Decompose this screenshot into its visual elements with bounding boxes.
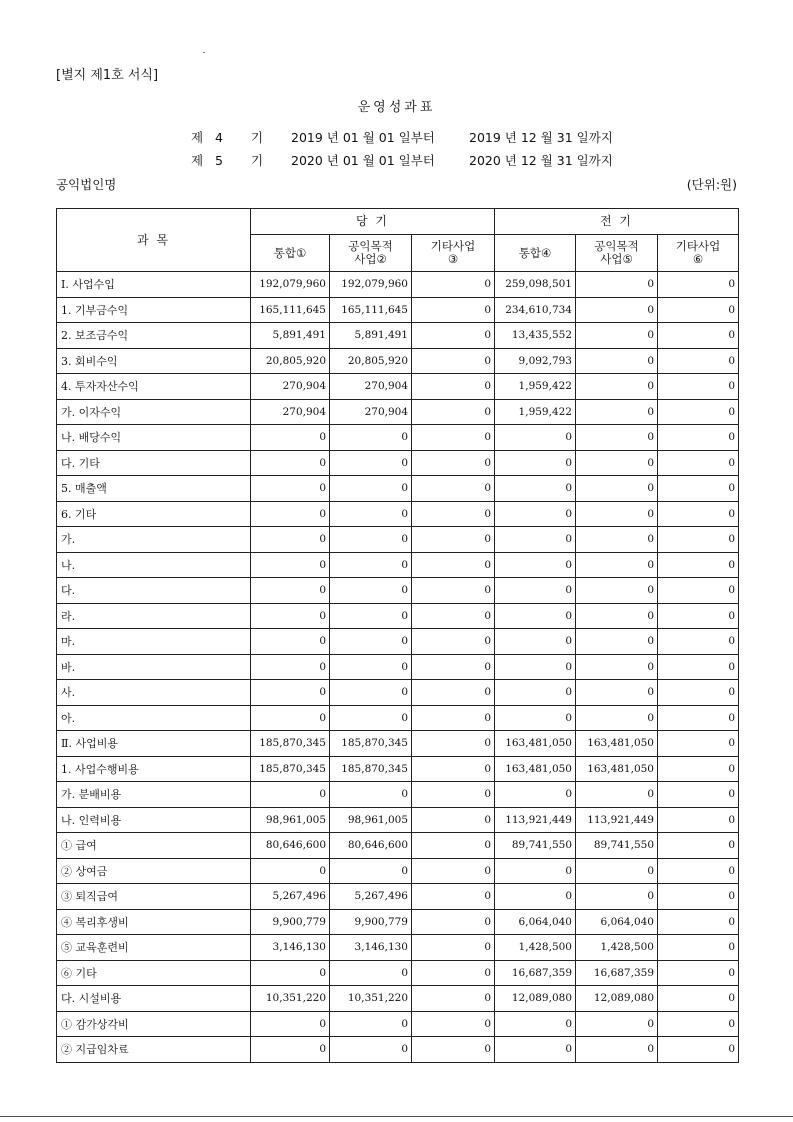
amount-cell: 0 [330, 527, 412, 553]
amount-cell: 0 [330, 858, 412, 884]
amount-cell: 0 [658, 476, 739, 502]
amount-cell: 0 [412, 833, 495, 859]
amount-cell: 0 [576, 450, 658, 476]
amount-cell: 0 [495, 425, 576, 451]
amount-cell: 1,959,422 [495, 399, 576, 425]
amount-cell: 0 [576, 399, 658, 425]
amount-cell: 185,870,345 [330, 731, 412, 757]
table-row [57, 833, 739, 859]
amount-cell: 0 [330, 1037, 412, 1063]
column-header: 공익목적 사업⑤ [576, 235, 658, 272]
amount-cell: 0 [658, 833, 739, 859]
amount-cell: 0 [658, 909, 739, 935]
row-label: 1. 기부금수익 [57, 297, 251, 323]
amount-cell: 0 [495, 782, 576, 808]
table-body [57, 272, 739, 1063]
row-label: ⑥ 기타 [57, 960, 251, 986]
amount-cell: 0 [412, 884, 495, 910]
amount-cell: 10,351,220 [251, 986, 330, 1012]
amount-cell: 0 [658, 680, 739, 706]
period-je: 제 [191, 130, 204, 145]
amount-cell: 0 [251, 629, 330, 655]
row-label: ④ 복리후생비 [57, 909, 251, 935]
amount-cell: 0 [658, 986, 739, 1012]
table-row [57, 603, 739, 629]
amount-cell: 0 [658, 935, 739, 961]
column-header: 기타사업 ⑥ [658, 235, 739, 272]
amount-cell: 0 [330, 705, 412, 731]
column-header: 공익목적 사업② [330, 235, 412, 272]
amount-cell: 0 [576, 603, 658, 629]
column-header: 통합① [251, 235, 330, 272]
table-row [57, 527, 739, 553]
amount-cell: 0 [658, 603, 739, 629]
row-label: ③ 퇴직급여 [57, 884, 251, 910]
subject-header: 과 목 [57, 209, 251, 272]
amount-cell: 0 [576, 1037, 658, 1063]
amount-cell: 0 [251, 1037, 330, 1063]
amount-cell: 0 [330, 782, 412, 808]
amount-cell: 0 [658, 399, 739, 425]
amount-cell: 0 [576, 629, 658, 655]
table-row [57, 272, 739, 298]
amount-cell: 0 [495, 450, 576, 476]
row-label: 사. [57, 680, 251, 706]
row-label: 나. [57, 552, 251, 578]
amount-cell: 0 [495, 629, 576, 655]
row-label: ② 지급임차료 [57, 1037, 251, 1063]
row-label: 마. [57, 629, 251, 655]
amount-cell: 0 [330, 603, 412, 629]
table-row [57, 1037, 739, 1063]
table-row [57, 807, 739, 833]
amount-cell: 0 [412, 527, 495, 553]
amount-cell: 0 [330, 552, 412, 578]
amount-cell: 0 [412, 782, 495, 808]
table-row [57, 884, 739, 910]
row-label: 라. [57, 603, 251, 629]
amount-cell: 0 [251, 450, 330, 476]
amount-cell: 0 [330, 629, 412, 655]
amount-cell: 0 [251, 960, 330, 986]
amount-cell: 5,891,491 [330, 323, 412, 349]
amount-cell: 0 [658, 1037, 739, 1063]
period-gi: 기 [251, 153, 264, 168]
amount-cell: 0 [251, 578, 330, 604]
table-row [57, 552, 739, 578]
table-row [57, 909, 739, 935]
amount-cell: 98,961,005 [330, 807, 412, 833]
amount-cell: 0 [658, 705, 739, 731]
amount-cell: 113,921,449 [576, 807, 658, 833]
amount-cell: 1,428,500 [576, 935, 658, 961]
row-label: 가. 이자수익 [57, 399, 251, 425]
amount-cell: 0 [658, 884, 739, 910]
table-row [57, 399, 739, 425]
table-row [57, 374, 739, 400]
amount-cell: 0 [576, 425, 658, 451]
amount-cell: 0 [576, 348, 658, 374]
amount-cell: 113,921,449 [495, 807, 576, 833]
amount-cell: 0 [576, 578, 658, 604]
period-line-1 [191, 128, 613, 146]
corp-name-label: 공익법인명 [56, 177, 117, 192]
row-label: 가. [57, 527, 251, 553]
period-line-2 [191, 151, 613, 169]
table-row [57, 501, 739, 527]
amount-cell: 20,805,920 [330, 348, 412, 374]
table-row [57, 578, 739, 604]
amount-cell: 89,741,550 [495, 833, 576, 859]
table-row [57, 782, 739, 808]
amount-cell: 0 [495, 884, 576, 910]
table-row [57, 731, 739, 757]
amount-cell: 0 [495, 527, 576, 553]
amount-cell: 163,481,050 [495, 756, 576, 782]
table-row [57, 960, 739, 986]
amount-cell: 16,687,359 [495, 960, 576, 986]
amount-cell: 185,870,345 [251, 731, 330, 757]
amount-cell: 0 [495, 552, 576, 578]
row-label: 나. 배당수익 [57, 425, 251, 451]
amount-cell: 0 [330, 450, 412, 476]
amount-cell: 0 [412, 731, 495, 757]
amount-cell: 0 [495, 858, 576, 884]
amount-cell: 0 [495, 654, 576, 680]
amount-cell: 0 [658, 348, 739, 374]
amount-cell: 13,435,552 [495, 323, 576, 349]
table-row [57, 297, 739, 323]
amount-cell: 0 [658, 756, 739, 782]
amount-cell: 0 [412, 501, 495, 527]
amount-cell: 192,079,960 [251, 272, 330, 298]
amount-cell: 0 [658, 782, 739, 808]
operating-results-table [56, 208, 739, 1063]
period-to: 2019 년 12 월 31 일까지 [469, 130, 613, 145]
amount-cell: 0 [495, 476, 576, 502]
amount-cell: 0 [251, 425, 330, 451]
amount-cell: 0 [658, 297, 739, 323]
amount-cell: 20,805,920 [251, 348, 330, 374]
amount-cell: 10,351,220 [330, 986, 412, 1012]
amount-cell: 0 [251, 501, 330, 527]
amount-cell: 0 [412, 348, 495, 374]
amount-cell: 0 [576, 297, 658, 323]
period-from: 2020 년 01 월 01 일부터 [291, 153, 435, 168]
amount-cell: 0 [412, 909, 495, 935]
row-label: 다. 기타 [57, 450, 251, 476]
amount-cell: 0 [412, 986, 495, 1012]
scan-speck [203, 52, 205, 53]
period-from: 2019 년 01 월 01 일부터 [291, 130, 435, 145]
amount-cell: 0 [412, 705, 495, 731]
amount-cell: 0 [495, 1011, 576, 1037]
amount-cell: 0 [658, 425, 739, 451]
amount-cell: 0 [658, 323, 739, 349]
amount-cell: 6,064,040 [576, 909, 658, 935]
previous-period-header: 전 기 [495, 209, 739, 235]
amount-cell: 1,428,500 [495, 935, 576, 961]
amount-cell: 0 [658, 527, 739, 553]
amount-cell: 0 [330, 680, 412, 706]
amount-cell: 5,267,496 [251, 884, 330, 910]
amount-cell: 89,741,550 [576, 833, 658, 859]
amount-cell: 0 [251, 654, 330, 680]
amount-cell: 0 [330, 960, 412, 986]
row-label: 6. 기타 [57, 501, 251, 527]
amount-cell: 0 [412, 756, 495, 782]
table-row [57, 425, 739, 451]
amount-cell: 0 [495, 578, 576, 604]
amount-cell: 0 [495, 705, 576, 731]
amount-cell: 0 [576, 527, 658, 553]
amount-cell: 0 [658, 654, 739, 680]
amount-cell: 0 [412, 476, 495, 502]
amount-cell: 0 [412, 858, 495, 884]
amount-cell: 0 [412, 1037, 495, 1063]
amount-cell: 98,961,005 [251, 807, 330, 833]
amount-cell: 0 [330, 1011, 412, 1037]
amount-cell: 0 [658, 629, 739, 655]
amount-cell: 0 [330, 425, 412, 451]
amount-cell: 0 [658, 552, 739, 578]
amount-cell: 163,481,050 [576, 756, 658, 782]
table-row [57, 654, 739, 680]
amount-cell: 0 [412, 578, 495, 604]
amount-cell: 0 [576, 476, 658, 502]
current-period-header: 당 기 [251, 209, 495, 235]
amount-cell: 3,146,130 [330, 935, 412, 961]
amount-cell: 16,687,359 [576, 960, 658, 986]
amount-cell: 165,111,645 [251, 297, 330, 323]
amount-cell: 0 [330, 654, 412, 680]
amount-cell: 80,646,600 [251, 833, 330, 859]
amount-cell: 0 [251, 552, 330, 578]
amount-cell: 0 [412, 629, 495, 655]
amount-cell: 0 [412, 680, 495, 706]
amount-cell: 0 [412, 425, 495, 451]
row-label: ⑤ 교육훈련비 [57, 935, 251, 961]
amount-cell: 163,481,050 [576, 731, 658, 757]
amount-cell: 0 [576, 552, 658, 578]
amount-cell: 0 [412, 399, 495, 425]
amount-cell: 0 [251, 476, 330, 502]
amount-cell: 0 [658, 1011, 739, 1037]
amount-cell: 0 [412, 603, 495, 629]
amount-cell: 0 [330, 476, 412, 502]
period-number: 4 [215, 130, 223, 145]
amount-cell: 5,267,496 [330, 884, 412, 910]
amount-cell: 270,904 [251, 374, 330, 400]
amount-cell: 0 [658, 374, 739, 400]
amount-cell: 6,064,040 [495, 909, 576, 935]
row-label: Ⅰ. 사업수입 [57, 272, 251, 298]
amount-cell: 163,481,050 [495, 731, 576, 757]
amount-cell: 9,900,779 [251, 909, 330, 935]
amount-cell: 0 [576, 374, 658, 400]
table-row [57, 756, 739, 782]
row-label: 4. 투자자산수익 [57, 374, 251, 400]
amount-cell: 0 [576, 705, 658, 731]
table-row [57, 450, 739, 476]
unit-label: (단위:원) [686, 177, 737, 192]
amount-cell: 5,891,491 [251, 323, 330, 349]
amount-cell: 185,870,345 [330, 756, 412, 782]
period-gi: 기 [251, 130, 264, 145]
amount-cell: 0 [412, 807, 495, 833]
amount-cell: 0 [576, 1011, 658, 1037]
amount-cell: 0 [251, 680, 330, 706]
amount-cell: 0 [251, 705, 330, 731]
row-label: 2. 보조금수익 [57, 323, 251, 349]
amount-cell: 0 [576, 782, 658, 808]
amount-cell: 0 [251, 603, 330, 629]
row-label: 다. 시설비용 [57, 986, 251, 1012]
amount-cell: 0 [576, 501, 658, 527]
row-label: ① 감가상각비 [57, 1011, 251, 1037]
amount-cell: 9,900,779 [330, 909, 412, 935]
amount-cell: 234,610,734 [495, 297, 576, 323]
amount-cell: 192,079,960 [330, 272, 412, 298]
amount-cell: 0 [412, 935, 495, 961]
amount-cell: 0 [412, 297, 495, 323]
table-row [57, 680, 739, 706]
amount-cell: 0 [412, 1011, 495, 1037]
amount-cell: 0 [251, 1011, 330, 1037]
table-row [57, 858, 739, 884]
period-je: 제 [191, 153, 204, 168]
amount-cell: 0 [658, 807, 739, 833]
amount-cell: 0 [658, 272, 739, 298]
amount-cell: 270,904 [251, 399, 330, 425]
row-label: 바. [57, 654, 251, 680]
amount-cell: 0 [576, 858, 658, 884]
table-row [57, 986, 739, 1012]
amount-cell: 0 [251, 858, 330, 884]
table-row [57, 323, 739, 349]
amount-cell: 12,089,080 [576, 986, 658, 1012]
row-label: ① 급여 [57, 833, 251, 859]
period-to: 2020 년 12 월 31 일까지 [469, 153, 613, 168]
amount-cell: 0 [330, 501, 412, 527]
amount-cell: 185,870,345 [251, 756, 330, 782]
amount-cell: 165,111,645 [330, 297, 412, 323]
amount-cell: 259,098,501 [495, 272, 576, 298]
column-header: 기타사업 ③ [412, 235, 495, 272]
amount-cell: 0 [658, 858, 739, 884]
amount-cell: 0 [495, 680, 576, 706]
amount-cell: 12,089,080 [495, 986, 576, 1012]
row-label: 1. 사업수행비용 [57, 756, 251, 782]
row-label: 다. [57, 578, 251, 604]
page-title: 운영성과표 [357, 100, 436, 115]
row-label: 나. 인력비용 [57, 807, 251, 833]
amount-cell: 0 [658, 960, 739, 986]
amount-cell: 80,646,600 [330, 833, 412, 859]
table-row [57, 476, 739, 502]
amount-cell: 0 [330, 578, 412, 604]
amount-cell: 0 [412, 960, 495, 986]
table-row [57, 1011, 739, 1037]
amount-cell: 0 [412, 323, 495, 349]
header-row-1 [57, 209, 739, 235]
amount-cell: 0 [495, 501, 576, 527]
amount-cell: 270,904 [330, 399, 412, 425]
bottom-rule [0, 1116, 793, 1117]
period-number: 5 [215, 153, 223, 168]
amount-cell: 0 [495, 603, 576, 629]
column-header: 통합④ [495, 235, 576, 272]
amount-cell: 0 [412, 552, 495, 578]
amount-cell: 0 [576, 680, 658, 706]
amount-cell: 0 [658, 578, 739, 604]
amount-cell: 3,146,130 [251, 935, 330, 961]
amount-cell: 0 [412, 374, 495, 400]
amount-cell: 0 [576, 323, 658, 349]
amount-cell: 0 [576, 654, 658, 680]
amount-cell: 0 [576, 884, 658, 910]
amount-cell: 1,959,422 [495, 374, 576, 400]
amount-cell: 0 [251, 782, 330, 808]
amount-cell: 0 [658, 731, 739, 757]
row-label: 아. [57, 705, 251, 731]
table-row [57, 705, 739, 731]
amount-cell: 0 [412, 654, 495, 680]
amount-cell: 0 [658, 450, 739, 476]
row-label: 5. 매출액 [57, 476, 251, 502]
amount-cell: 0 [658, 501, 739, 527]
amount-cell: 0 [251, 527, 330, 553]
amount-cell: 0 [576, 272, 658, 298]
amount-cell: 270,904 [330, 374, 412, 400]
row-label: Ⅱ. 사업비용 [57, 731, 251, 757]
amount-cell: 9,092,793 [495, 348, 576, 374]
table-row [57, 935, 739, 961]
table-row [57, 629, 739, 655]
amount-cell: 0 [412, 272, 495, 298]
amount-cell: 0 [412, 450, 495, 476]
row-label: ② 상여금 [57, 858, 251, 884]
amount-cell: 0 [495, 1037, 576, 1063]
table-row [57, 348, 739, 374]
row-label: 가. 분배비용 [57, 782, 251, 808]
form-label: [별지 제1호 서식] [56, 68, 159, 83]
row-label: 3. 회비수익 [57, 348, 251, 374]
